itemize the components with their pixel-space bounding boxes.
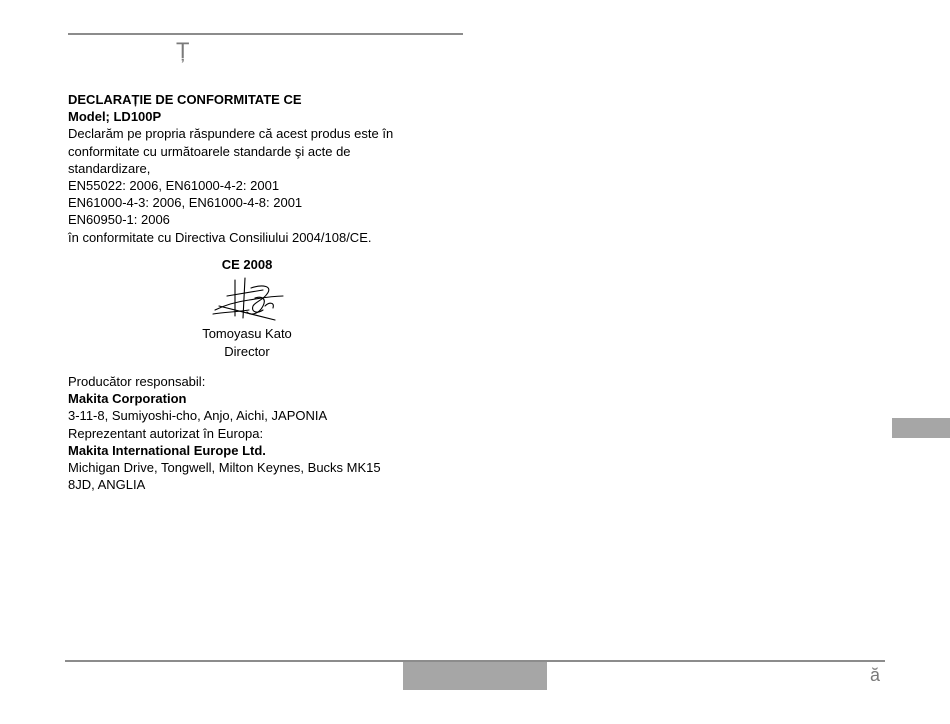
declaration-section (68, 91, 463, 246)
signer-name: Tomoyasu Kato (202, 326, 292, 341)
representative-label: Reprezentant autorizat în Europa: (68, 425, 264, 441)
footer-glyph: ă (870, 665, 881, 685)
header-glyph: Ț (176, 38, 190, 63)
ce-year: CE 2008 (221, 257, 273, 272)
standard-line: EN60950-1: 2006 (68, 212, 170, 228)
declaration-line: conformitate cu următoarele standarde şi acte de (68, 143, 351, 159)
header-rule (68, 33, 463, 35)
signer-block (147, 325, 347, 361)
manufacturer-section (68, 373, 463, 493)
footer-tab (403, 662, 547, 690)
directive-line: în conformitate cu Directiva Consiliului 2004/108/CE. (68, 229, 372, 245)
manufacturer-company: Makita Corporation (68, 391, 187, 407)
declaration-line: Declarăm pe propria răspundere că acest produs este în (68, 126, 394, 142)
signer-title: Director (224, 344, 270, 359)
declaration-title: DECLARAȚIE DE CONFORMITATE CE (68, 92, 302, 107)
representative-company: Makita International Europe Ltd. (68, 442, 266, 458)
signature-image (205, 276, 289, 324)
language-side-tab (892, 418, 950, 438)
manufacturer-address: 3-11-8, Sumiyoshi-cho, Anjo, Aichi, JAPONIA (68, 408, 328, 424)
manufacturer-label: Producător responsabil: (68, 374, 206, 389)
standard-line: EN61000-4-3: 2006, EN61000-4-8: 2001 (68, 195, 303, 211)
standard-line: EN55022: 2006, EN61000-4-2: 2001 (68, 178, 280, 194)
representative-address-line: 8JD, ANGLIA (68, 477, 146, 493)
model-label: Model; LD100P (68, 109, 162, 125)
declaration-line: standardizare, (68, 160, 151, 176)
representative-address-line: Michigan Drive, Tongwell, Milton Keynes, Bucks MK15 (68, 460, 381, 476)
